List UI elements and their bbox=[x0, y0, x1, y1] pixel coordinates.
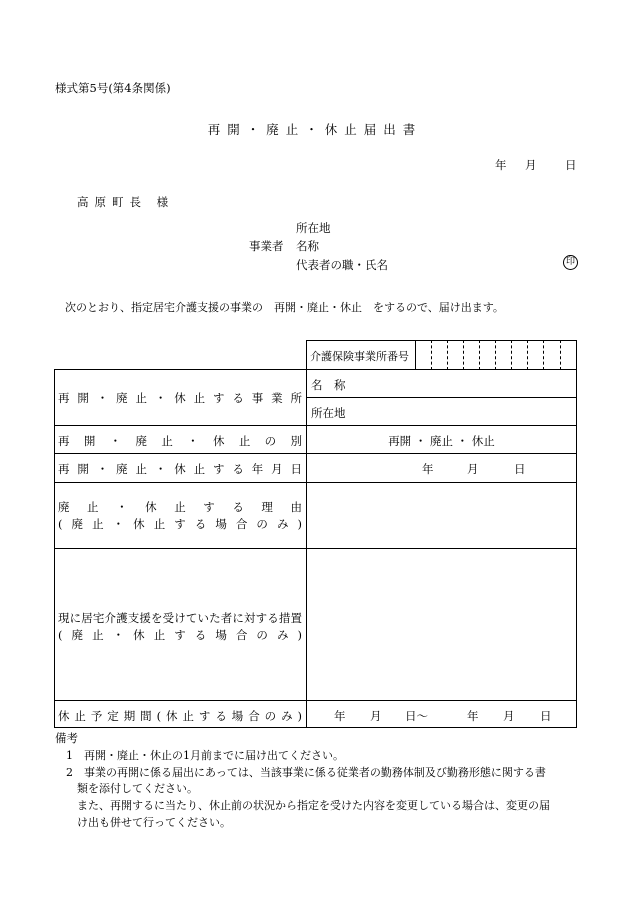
row-measures-label: 現に居宅介護支援を受けていた者に対する措置 bbox=[58, 611, 302, 625]
form-number: 様式第5号(第4条関係) bbox=[55, 81, 171, 95]
period-start-month: 月 bbox=[370, 709, 382, 723]
applicant-operator-label: 事業者 bbox=[249, 239, 284, 253]
date-day: 日 bbox=[565, 158, 577, 172]
date-month: 月 bbox=[525, 158, 537, 172]
notes-heading: 備考 bbox=[55, 731, 78, 745]
period-end-month: 月 bbox=[503, 709, 515, 723]
office-name-label: 名 称 bbox=[311, 378, 346, 392]
period-end-year: 年 bbox=[467, 709, 479, 723]
row-reason-label: 廃止・休止する理由 bbox=[58, 500, 302, 514]
applicant-representative-label: 代表者の職・氏名 bbox=[296, 258, 388, 272]
row-measures-note: (廃止・休止する場合のみ) bbox=[58, 628, 302, 642]
period-end-day: 日 bbox=[540, 709, 552, 723]
period-start-day: 日～ bbox=[405, 709, 428, 723]
applicant-name-label: 名称 bbox=[296, 239, 319, 253]
note-item: 1 再開・廃止・休止の1月前までに届け出てください。 bbox=[66, 749, 344, 762]
note-item: 2 事業の再開に係る届出にあっては、当該事業に係る従業者の勤務体制及び勤務形態に関する書 bbox=[66, 766, 546, 779]
office-number-label: 介護保険事業所番号 bbox=[310, 350, 409, 363]
addressee: 高原町長 様 bbox=[77, 195, 175, 209]
date-year: 年 bbox=[495, 158, 507, 172]
row-type-label: 再開・廃止・休止の別 bbox=[58, 434, 302, 448]
applicant-address-label: 所在地 bbox=[296, 221, 331, 235]
row-type-value: 再開 ・ 廃止 ・ 休止 bbox=[388, 434, 495, 448]
row-date-label: 再開・廃止・休止する年月日 bbox=[58, 462, 302, 476]
row-reason-note: (廃止・休止する場合のみ) bbox=[58, 517, 302, 531]
period-start-year: 年 bbox=[334, 709, 346, 723]
document-title: 再開・廃止・休止届出書 bbox=[207, 122, 423, 137]
intro-statement: 次のとおり、指定居宅介護支援の事業の 再開・廃止・休止 をするので、届け出ます。 bbox=[65, 301, 504, 314]
row-date-month: 月 bbox=[467, 462, 479, 476]
note-item: 類を添付してください。 bbox=[77, 782, 198, 795]
row-date-day: 日 bbox=[514, 462, 526, 476]
row-date-year: 年 bbox=[422, 462, 434, 476]
row-period-label: 休止予定期間(休止する場合のみ) bbox=[58, 709, 302, 723]
seal-mark: 印 bbox=[563, 255, 578, 270]
note-item: また、再開するに当たり、休止前の状況から指定を受けた内容を変更している場合は、変更の届 bbox=[77, 799, 550, 812]
office-address-label: 所在地 bbox=[311, 406, 346, 420]
row-office-label: 再開・廃止・休止する事業所 bbox=[58, 391, 302, 405]
submission-date bbox=[495, 157, 577, 173]
note-item: け出も併せて行ってください。 bbox=[77, 816, 231, 829]
